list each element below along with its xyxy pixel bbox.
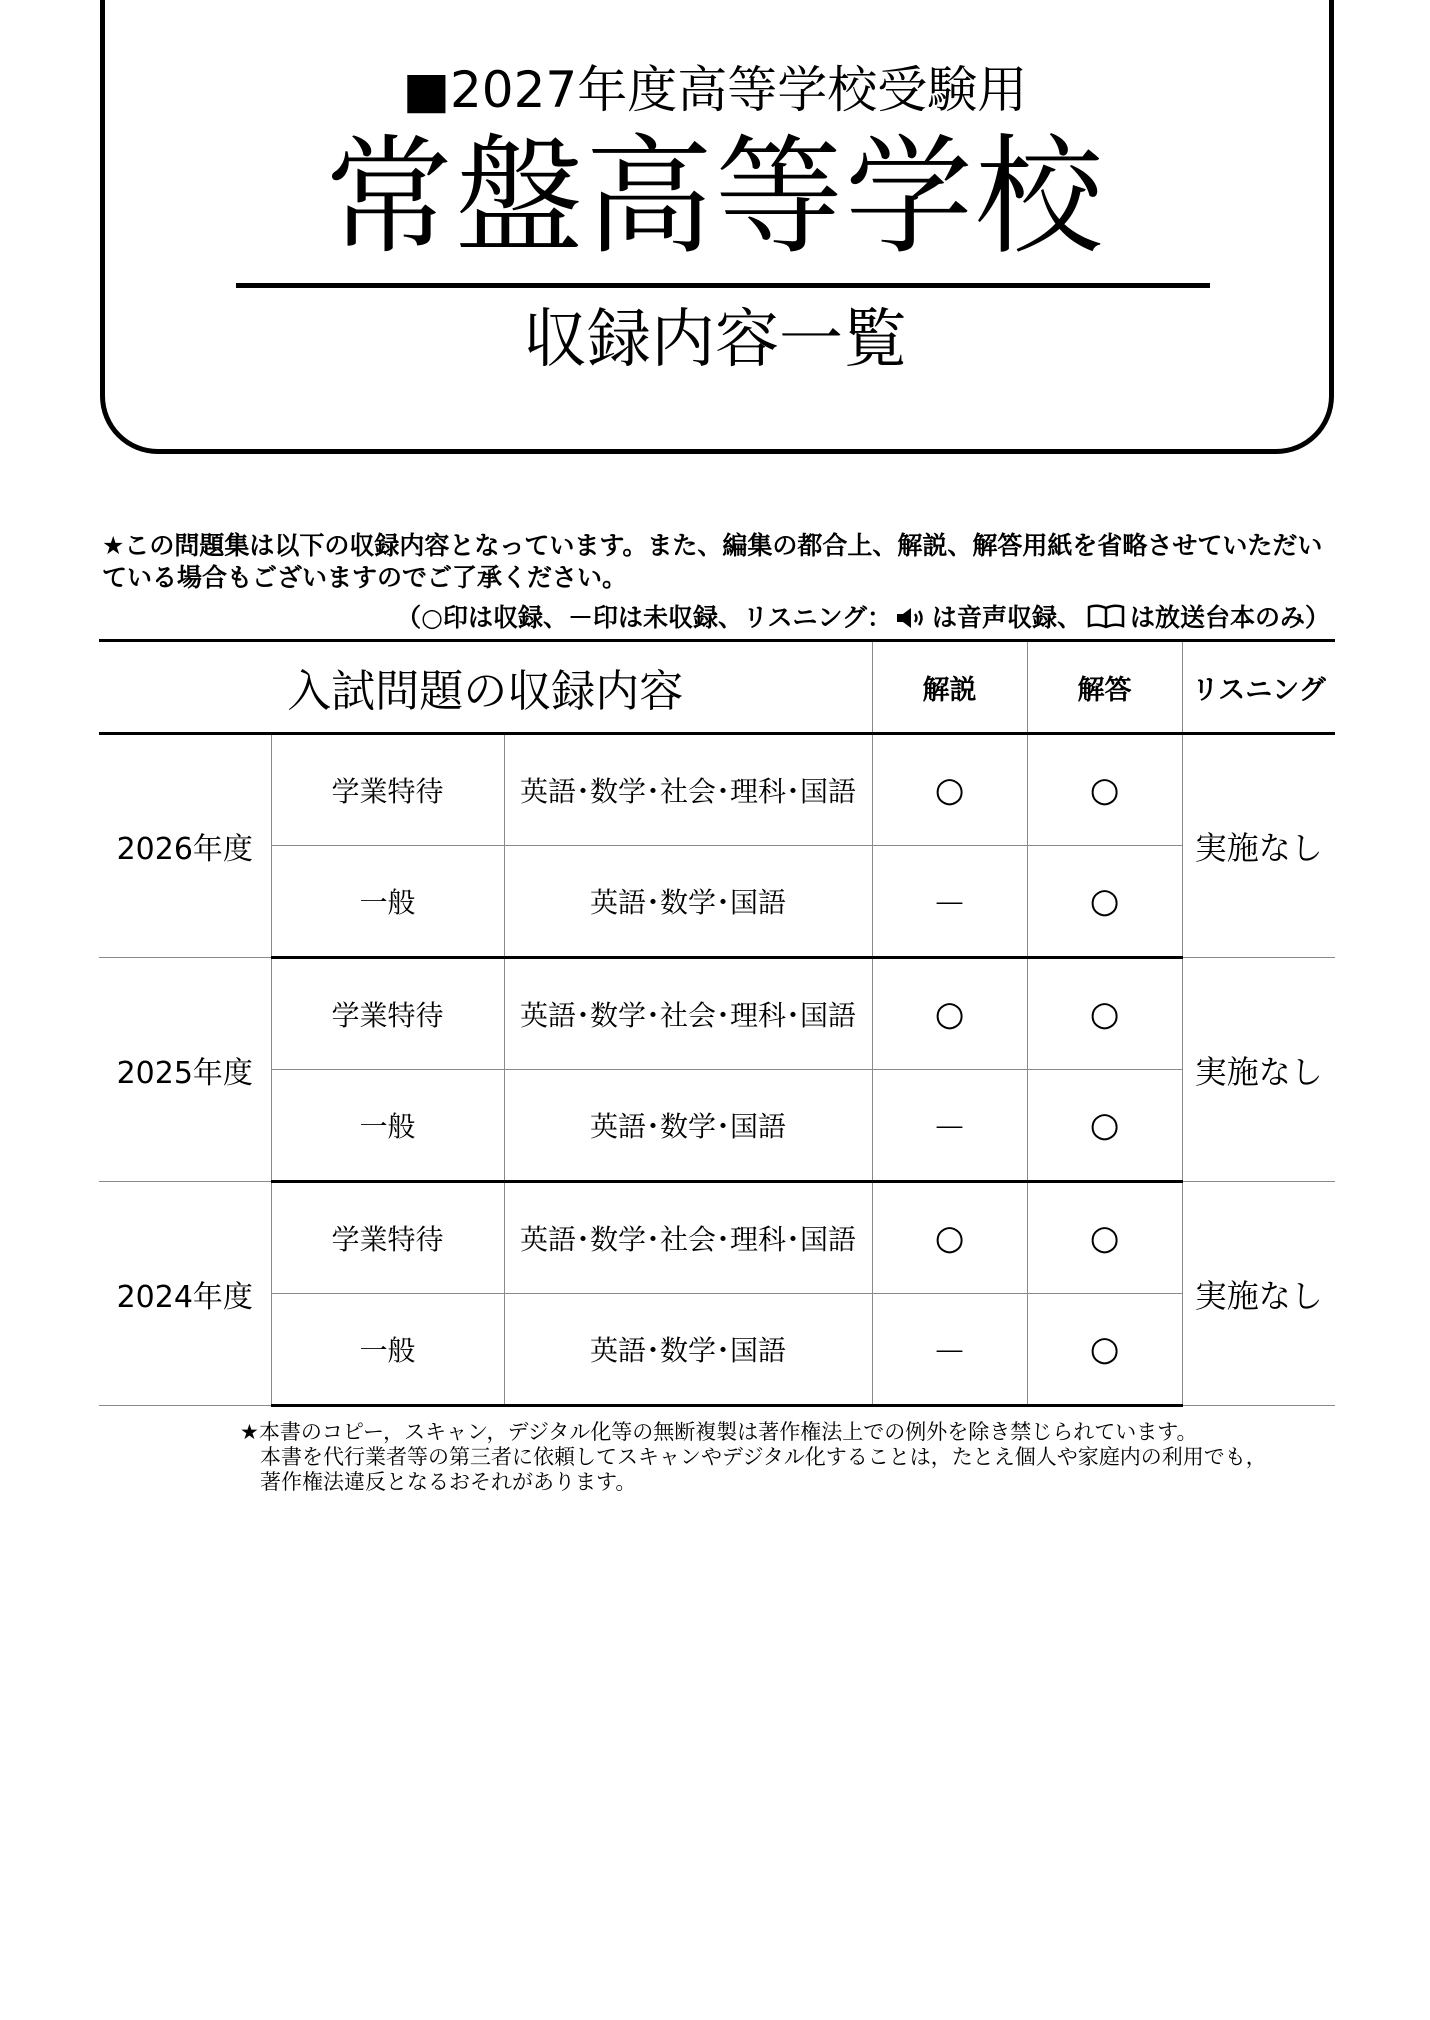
answer-mark: ○ <box>1027 1294 1182 1406</box>
explanation-mark: ○ <box>872 958 1027 1070</box>
exam-type-cell: 学業特待 <box>271 1182 504 1294</box>
subjects-cell: 英語･数学･社会･理科･国語 <box>504 1182 872 1294</box>
subjects-cell: 英語･数学･国語 <box>504 1070 872 1182</box>
copyright-line-3: 著作権法違反となるおそれがあります。 <box>260 1470 637 1494</box>
copyright-notice <box>240 1420 1340 1495</box>
explanation-mark: － <box>872 1070 1027 1182</box>
exam-year-label: ■2027年度高等学校受験用 <box>402 61 1028 119</box>
header-listening: リスニング <box>1182 641 1335 734</box>
explanation-mark: ○ <box>872 1182 1027 1294</box>
subjects-cell: 英語･数学･国語 <box>504 846 872 958</box>
table-row <box>99 1294 1335 1406</box>
legend-text-3: は放送台本のみ） <box>1129 603 1330 632</box>
title-underline <box>236 283 1210 288</box>
exam-type-cell: 一般 <box>271 846 504 958</box>
subjects-cell: 英語･数学･社会･理科･国語 <box>504 734 872 846</box>
copyright-line-2: 本書を代行業者等の第三者に依頼してスキャンやデジタル化することは，たとえ個人や家庭内の利用でも， <box>260 1445 1267 1469</box>
exam-type-cell: 学業特待 <box>271 958 504 1070</box>
table-row <box>99 1182 1335 1294</box>
page-subtitle: 収録内容一覧 <box>523 303 907 377</box>
legend-line <box>0 602 1330 638</box>
table-row <box>99 958 1335 1070</box>
exam-type-cell: 一般 <box>271 1070 504 1182</box>
speaker-icon <box>896 606 928 638</box>
contents-table <box>99 639 1335 1407</box>
answer-mark: ○ <box>1027 1070 1182 1182</box>
subjects-cell: 英語･数学･国語 <box>504 1294 872 1406</box>
exam-type-cell: 学業特待 <box>271 734 504 846</box>
answer-mark: ○ <box>1027 958 1182 1070</box>
year-cell: 2025年度 <box>99 958 271 1182</box>
answer-mark: ○ <box>1027 846 1182 958</box>
table-header-row <box>99 641 1335 734</box>
school-name-title: 常盤高等学校 <box>324 123 1105 272</box>
header-explanation: 解説 <box>872 641 1027 734</box>
year-cell: 2024年度 <box>99 1182 271 1406</box>
listening-cell: 実施なし <box>1182 1182 1335 1406</box>
table-row <box>99 1070 1335 1182</box>
legend-text-2: は音声収録、 <box>931 603 1082 632</box>
explanation-mark: － <box>872 1294 1027 1406</box>
book-icon <box>1086 604 1126 638</box>
table-row <box>99 734 1335 846</box>
explanation-mark: － <box>872 846 1027 958</box>
answer-mark: ○ <box>1027 734 1182 846</box>
copyright-line-1: ★本書のコピー，スキャン，デジタル化等の無断複製は著作権法上での例外を除き禁じられています。 <box>240 1420 1198 1444</box>
header-contents: 入試問題の収録内容 <box>99 641 872 734</box>
explanation-mark: ○ <box>872 734 1027 846</box>
year-cell: 2026年度 <box>99 734 271 958</box>
legend-text-1: （○印は収録、－印は未収録、リスニング： <box>396 603 892 632</box>
subjects-cell: 英語･数学･社会･理科･国語 <box>504 958 872 1070</box>
contents-notice: ★この問題集は以下の収録内容となっています。また、編集の都合上、解説、解答用紙を省略させていただいている場合もございますのでご了承ください。 <box>102 531 1323 592</box>
table-row <box>99 846 1335 958</box>
listening-cell: 実施なし <box>1182 958 1335 1182</box>
header-answer: 解答 <box>1027 641 1182 734</box>
answer-mark: ○ <box>1027 1182 1182 1294</box>
listening-cell: 実施なし <box>1182 734 1335 958</box>
exam-type-cell: 一般 <box>271 1294 504 1406</box>
